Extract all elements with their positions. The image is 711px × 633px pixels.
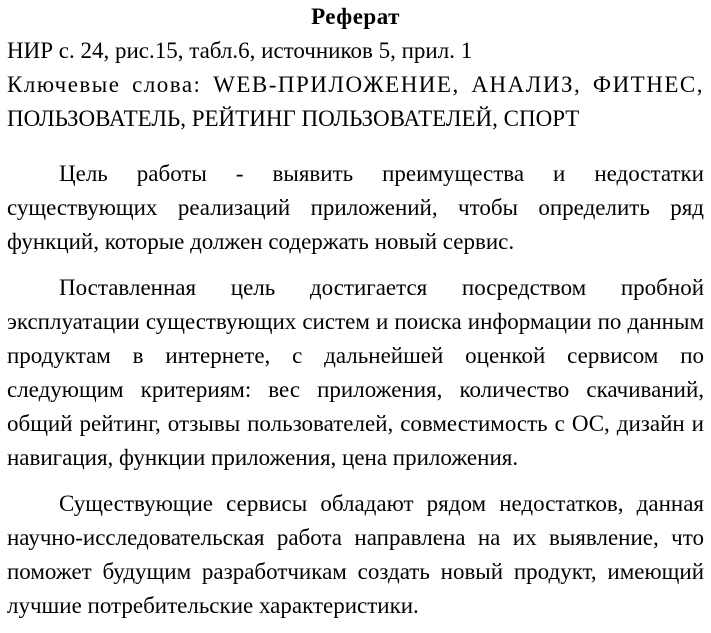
keywords-line-2: ПОЛЬЗОВАТЕЛЬ, РЕЙТИНГ ПОЛЬЗОВАТЕЛЕЙ, СПОРТ [7,106,580,131]
document-title: Реферат [311,4,400,29]
keywords-line-1: Ключевые слова: WEB-ПРИЛОЖЕНИЕ, АНАЛИЗ, ФИТНЕС, [7,72,704,97]
paragraph-conclusion: Существующие сервисы обладают рядом недостатков, данная научно-исследовательская работа направлена на их выявление, что поможет будущим разработчикам создать новый продукт, имеющий лучшие потребительские характеристики. [7,491,704,618]
report-stats-line: НИР с. 24, рис.15, табл.6, источников 5, прил. 1 [7,38,473,63]
paragraph-method: Поставленная цель достигается посредством пробной эксплуатации существующих систем и поиска информации по данным продуктам в интернете, с дальнейшей оценкой сервисом по следующим критериям: вес приложения, количество скачиваний, общий рейтинг, отзывы пользователей, совместимость с ОС, дизайн и навигация, функции приложения, цена приложения. [7,275,704,470]
paragraph-goal: Цель работы - выявить преимущества и недостатки существующих реализаций приложений, чтобы определить ряд функций, которые должен содержать новый сервис. [7,161,704,254]
